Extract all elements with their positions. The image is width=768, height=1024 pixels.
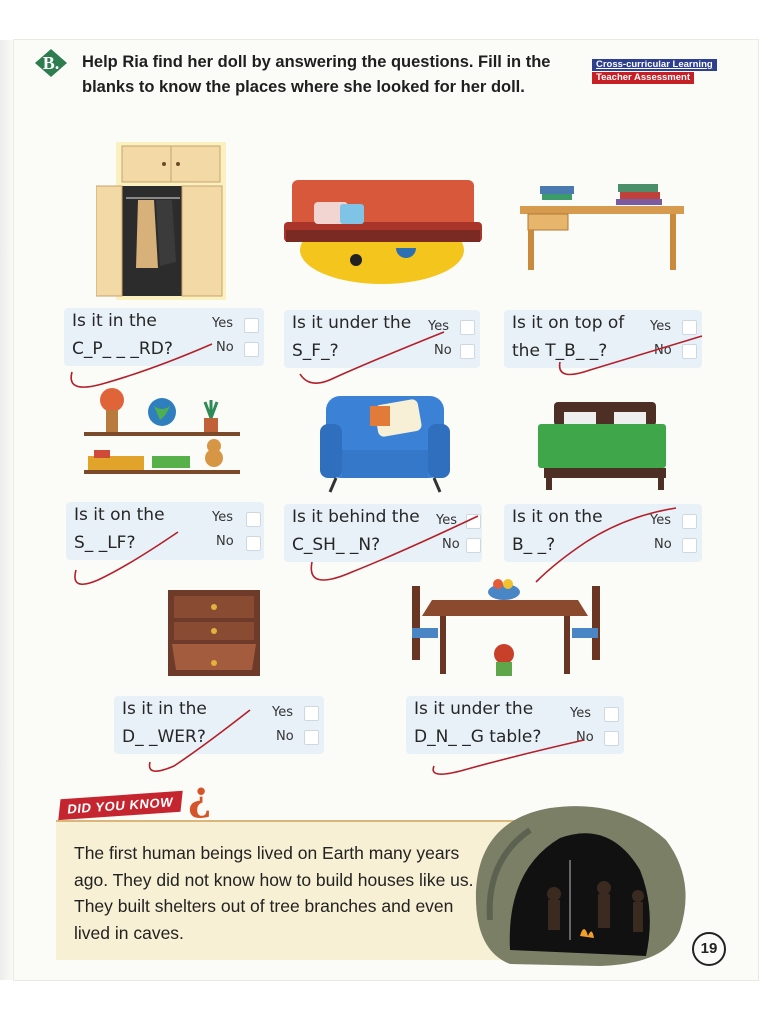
no-label: No: [216, 340, 234, 355]
yes-checkbox[interactable]: [246, 512, 261, 527]
question-bed: [504, 504, 702, 562]
dining-table-illustration: [408, 576, 604, 682]
drawers-illustration: [168, 590, 262, 678]
question-blank-word: D_N_ _G table?: [414, 727, 542, 747]
bed-illustration: [538, 402, 668, 492]
no-label: No: [276, 729, 294, 744]
badge-letter: B.: [42, 53, 60, 73]
yes-label: Yes: [436, 513, 457, 528]
yes-checkbox[interactable]: [604, 707, 619, 722]
tag-teacher-assessment: Teacher Assessment: [592, 72, 694, 84]
tag-cross-curricular: Cross-curricular Learning: [592, 59, 717, 71]
section-badge: [34, 48, 68, 78]
study-table-illustration: [520, 180, 690, 276]
question-text: Is it under the: [414, 699, 534, 719]
armchair-illustration: [320, 394, 450, 494]
question-mark-icon: ?: [188, 778, 212, 825]
page-gutter: [0, 40, 14, 980]
yes-label: Yes: [650, 319, 671, 334]
question-text: Is it behind the: [292, 507, 420, 527]
yes-label: Yes: [570, 706, 591, 721]
page-number: 19: [692, 932, 726, 966]
cave-illustration: [470, 800, 694, 970]
question-blank-word: S_ _LF?: [74, 533, 136, 553]
yes-label: Yes: [212, 510, 233, 525]
question-table: [504, 310, 702, 368]
no-checkbox[interactable]: [460, 344, 475, 359]
no-label: No: [442, 537, 460, 552]
no-label: No: [576, 730, 594, 745]
yes-checkbox[interactable]: [682, 320, 697, 335]
question-text: Is it on the: [512, 507, 603, 527]
question-drawer: [114, 696, 324, 754]
yes-checkbox[interactable]: [304, 706, 319, 721]
yes-checkbox[interactable]: [682, 514, 697, 529]
did-you-know-text: The first human beings lived on Earth many years ago. They did not know how to build houses like us. They built shelters out of tree branches and even lived in caves.: [74, 843, 474, 943]
yes-label: Yes: [428, 319, 449, 334]
did-you-know-title: DID YOU KNOW: [58, 791, 182, 820]
question-sofa: [284, 310, 480, 368]
yes-checkbox[interactable]: [244, 318, 259, 333]
no-checkbox[interactable]: [682, 344, 697, 359]
question-text: Is it on top of: [512, 313, 625, 333]
instruction-text: Help Ria find her doll by answering the questions. Fill in the blanks to know the places where she looked for her doll.: [82, 53, 551, 96]
yes-label: Yes: [650, 513, 671, 528]
question-text: Is it in the: [72, 311, 157, 331]
no-label: No: [654, 343, 672, 358]
question-dining-table: [406, 696, 624, 754]
question-blank-word: S_F_?: [292, 341, 339, 361]
question-text: Is it under the: [292, 313, 412, 333]
question-text: Is it in the: [122, 699, 207, 719]
no-checkbox[interactable]: [244, 342, 259, 357]
no-checkbox[interactable]: [682, 538, 697, 553]
no-label: No: [216, 534, 234, 549]
yes-label: Yes: [212, 316, 233, 331]
question-blank-word: C_SH_ _N?: [292, 535, 381, 555]
yes-checkbox[interactable]: [460, 320, 475, 335]
yes-label: Yes: [272, 705, 293, 720]
question-blank-word: C_P_ _ _RD?: [72, 339, 173, 359]
no-label: No: [434, 343, 452, 358]
no-label: No: [654, 537, 672, 552]
question-text: Is it on the: [74, 505, 165, 525]
no-checkbox[interactable]: [304, 730, 319, 745]
no-checkbox[interactable]: [466, 538, 481, 553]
sofa-illustration: [284, 178, 484, 288]
question-blank-word: the T_B_ _?: [512, 341, 608, 361]
question-cushion: [284, 504, 482, 562]
shelves-illustration: [84, 384, 244, 476]
yes-checkbox[interactable]: [466, 514, 481, 529]
no-checkbox[interactable]: [604, 731, 619, 746]
question-cupboard: [64, 308, 264, 366]
question-shelf: [66, 502, 264, 560]
no-checkbox[interactable]: [246, 536, 261, 551]
question-blank-word: B_ _?: [512, 535, 556, 555]
question-blank-word: D_ _WER?: [122, 727, 206, 747]
cupboard-illustration: [96, 142, 236, 302]
